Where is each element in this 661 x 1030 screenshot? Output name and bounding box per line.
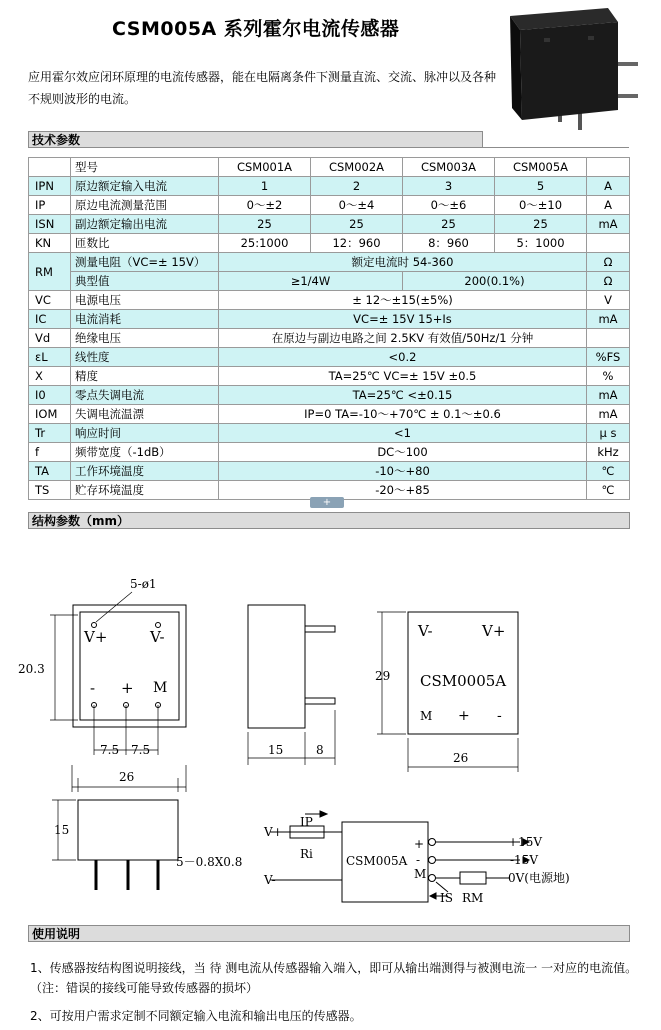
param-name: 线性度 — [71, 348, 219, 367]
circuit-ip: IP — [300, 815, 313, 829]
label-vplus-front: V+ — [84, 628, 108, 646]
table-row — [29, 310, 630, 329]
param-unit: μ s — [587, 424, 630, 443]
param-value: -10～+80 — [219, 462, 587, 481]
dim-29: 29 — [375, 669, 391, 683]
param-value: 25 — [403, 215, 495, 234]
note-1: 1、传感器按结构图说明接线，当 待 测电流从传感器输入端入，即可从输出端测得与被测电流一 一对应的电流值。 — [30, 961, 638, 975]
param-symbol: TS — [29, 481, 71, 500]
table-cell-empty — [587, 158, 630, 177]
param-value: DC～100 — [219, 443, 587, 462]
table-header-cell: CSM003A — [403, 158, 495, 177]
dim-8: 8 — [316, 743, 324, 757]
circuit-is: IS — [440, 891, 453, 905]
pin-hole-label: 5-ø1 — [130, 577, 157, 591]
table-header-row — [29, 158, 630, 177]
table-row — [29, 348, 630, 367]
table-row — [29, 272, 630, 291]
param-unit: Ω — [587, 272, 630, 291]
param-name: 原边额定输入电流 — [71, 177, 219, 196]
circuit-model: CSM005A — [346, 854, 408, 868]
spec-table — [28, 157, 630, 500]
param-value: 25 — [311, 215, 403, 234]
table-row — [29, 234, 630, 253]
param-value: 8：960 — [403, 234, 495, 253]
dim-7-5-a: 7.5 — [100, 743, 120, 757]
param-symbol: f — [29, 443, 71, 462]
param-unit: ℃ — [587, 462, 630, 481]
param-symbol: VC — [29, 291, 71, 310]
param-value: 5 — [495, 177, 587, 196]
section-header-struct: 结构参数（mm） — [28, 512, 630, 529]
param-symbol: εL — [29, 348, 71, 367]
param-unit: A — [587, 177, 630, 196]
param-value: 0～±6 — [403, 196, 495, 215]
table-row — [29, 443, 630, 462]
param-symbol: IP — [29, 196, 71, 215]
param-value: 额定电流时 54-360 — [219, 253, 587, 272]
pin-size-label: 5－0.8X0.8 — [176, 855, 243, 869]
param-unit — [587, 234, 630, 253]
param-symbol: TA — [29, 462, 71, 481]
table-row — [29, 196, 630, 215]
param-name: 电流消耗 — [71, 310, 219, 329]
table-row — [29, 329, 630, 348]
param-value: TA=25℃ VC=± 15V ±0.5 — [219, 367, 587, 386]
param-value: 1 — [219, 177, 311, 196]
circuit-m: M — [414, 867, 427, 881]
table-header-cell: 型号 — [71, 158, 219, 177]
circuit-plus15: +15V — [508, 835, 542, 849]
circuit-vplus: V+ — [264, 825, 283, 839]
param-value: 25:1000 — [219, 234, 311, 253]
circuit-ri: Ri — [300, 847, 313, 861]
param-value: ± 12～±15(±5%) — [219, 291, 587, 310]
table-row — [29, 253, 630, 272]
param-symbol: X — [29, 367, 71, 386]
table-row — [29, 405, 630, 424]
param-name: 测量电阻（VC=± 15V） — [71, 253, 219, 272]
label-plus-top: + — [458, 708, 470, 724]
param-unit: mA — [587, 215, 630, 234]
param-symbol: Vd — [29, 329, 71, 348]
label-minus-top: - — [497, 708, 502, 724]
param-value: 12：960 — [311, 234, 403, 253]
param-name: 副边额定输出电流 — [71, 215, 219, 234]
intro-text: 应用霍尔效应闭环原理的电流传感器，能在电隔离条件下测量直流、交流、脉冲以及各种不规则波形的电流。 — [28, 70, 497, 106]
expand-button[interactable]: + — [310, 497, 344, 508]
param-unit: V — [587, 291, 630, 310]
param-unit: mA — [587, 310, 630, 329]
table-row — [29, 386, 630, 405]
circuit-minus: - — [416, 853, 421, 867]
param-value: <1 — [219, 424, 587, 443]
param-value: 200(0.1%) — [403, 272, 587, 291]
product-photo — [500, 2, 645, 142]
param-value: -20～+85 — [219, 481, 587, 500]
table-row — [29, 462, 630, 481]
table-row — [29, 424, 630, 443]
param-symbol: RM — [29, 253, 71, 291]
param-value: 0～±4 — [311, 196, 403, 215]
param-value: 0～±10 — [495, 196, 587, 215]
param-unit: mA — [587, 386, 630, 405]
circuit-vminus: V- — [264, 873, 276, 887]
param-unit — [587, 329, 630, 348]
circuit-plus: + — [414, 837, 425, 851]
param-value: 0～±2 — [219, 196, 311, 215]
note-1-warning: （注：错误的接线可能导致传感器的损坏） — [30, 981, 259, 995]
section-header-usage: 使用说明 — [28, 925, 630, 942]
param-name: 零点失调电流 — [71, 386, 219, 405]
param-name: 贮存环境温度 — [71, 481, 219, 500]
param-value: ≥1/4W — [219, 272, 403, 291]
param-unit: Ω — [587, 253, 630, 272]
param-value: 在原边与副边电路之间 2.5KV 有效值/50Hz/1 分钟 — [219, 329, 587, 348]
param-symbol: ISN — [29, 215, 71, 234]
table-row — [29, 177, 630, 196]
label-vminus-top: V- — [418, 622, 433, 640]
note-2: 2、可按用户需求定制不同额定输入电流和输出电压的传感器。 — [30, 1009, 362, 1023]
page-title: CSM005A 系列霍尔电流传感器 — [112, 18, 400, 40]
label-plus-front: + — [121, 679, 134, 697]
dim-26-a: 26 — [119, 770, 135, 784]
label-m-top: M — [420, 709, 433, 723]
table-header-cell: CSM005A — [495, 158, 587, 177]
label-minus-front: - — [90, 679, 96, 697]
param-name: 原边电流测量范围 — [71, 196, 219, 215]
table-header-cell: CSM001A — [219, 158, 311, 177]
label-vplus-top: V+ — [482, 622, 506, 640]
model-label-top: CSM0005A — [420, 672, 507, 690]
param-value: IP=0 TA=-10～+70℃ ± 0.1～±0.6 — [219, 405, 587, 424]
label-m-front: M — [153, 680, 168, 696]
dim-7-5-b: 7.5 — [131, 743, 151, 757]
param-unit: %FS — [587, 348, 630, 367]
section-header-tech: 技术参数 — [28, 131, 483, 148]
param-value: 25 — [219, 215, 311, 234]
table-cell-empty — [29, 158, 71, 177]
param-name: 匝数比 — [71, 234, 219, 253]
param-symbol: IOM — [29, 405, 71, 424]
param-value: TA=25℃ <±0.15 — [219, 386, 587, 405]
dim-15-b: 15 — [54, 823, 70, 837]
param-value: 5：1000 — [495, 234, 587, 253]
param-symbol: KN — [29, 234, 71, 253]
param-name: 典型值 — [71, 272, 219, 291]
param-name: 工作环境温度 — [71, 462, 219, 481]
param-value: 2 — [311, 177, 403, 196]
param-unit: % — [587, 367, 630, 386]
dim-15-a: 15 — [268, 743, 284, 757]
table-row — [29, 291, 630, 310]
param-value: 3 — [403, 177, 495, 196]
param-unit: A — [587, 196, 630, 215]
param-value: <0.2 — [219, 348, 587, 367]
table-header-cell: CSM002A — [311, 158, 403, 177]
param-unit: kHz — [587, 443, 630, 462]
param-symbol: I0 — [29, 386, 71, 405]
label-vminus-front: V- — [150, 628, 165, 646]
param-name: 响应时间 — [71, 424, 219, 443]
param-unit: mA — [587, 405, 630, 424]
param-name: 电源电压 — [71, 291, 219, 310]
param-value: VC=± 15V 15+Is — [219, 310, 587, 329]
dim-26-b: 26 — [453, 751, 469, 765]
param-unit: ℃ — [587, 481, 630, 500]
table-row — [29, 367, 630, 386]
param-name: 失调电流温漂 — [71, 405, 219, 424]
structure-drawing — [0, 560, 661, 920]
circuit-minus15: -15V — [510, 853, 538, 867]
table-row — [29, 215, 630, 234]
param-name: 精度 — [71, 367, 219, 386]
param-symbol: Tr — [29, 424, 71, 443]
param-value: 25 — [495, 215, 587, 234]
param-symbol: IPN — [29, 177, 71, 196]
param-name: 绝缘电压 — [71, 329, 219, 348]
circuit-ground: 0V(电源地) — [508, 871, 570, 885]
param-name: 频带宽度（-1dB） — [71, 443, 219, 462]
param-symbol: IC — [29, 310, 71, 329]
section-rule — [483, 147, 629, 148]
dim-20-3: 20.3 — [18, 662, 45, 676]
circuit-rm: RM — [462, 891, 484, 905]
